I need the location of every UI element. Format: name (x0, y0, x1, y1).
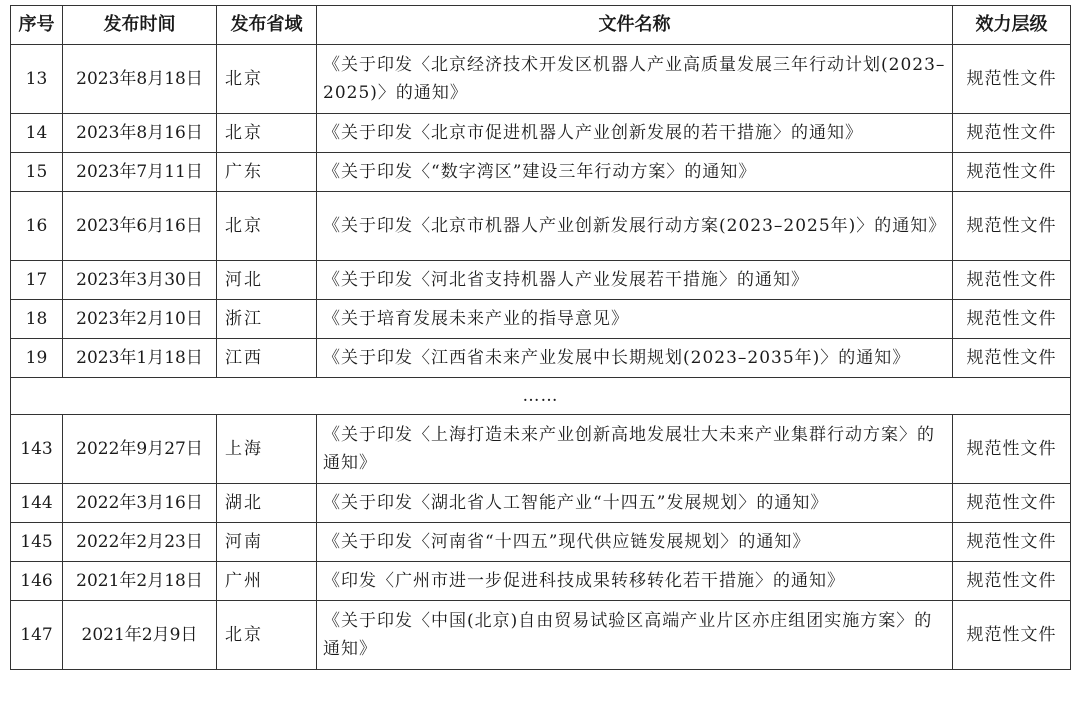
table-row (11, 484, 1071, 523)
cell-level: 规范性文件 (953, 562, 1071, 601)
table-row (11, 300, 1071, 339)
table-row (11, 415, 1071, 484)
table-row (11, 192, 1071, 261)
cell-name: 《关于印发〈中国(北京)自由贸易试验区高端产业片区亦庄组团实施方案〉的通知》 (317, 601, 953, 670)
cell-date: 2023年7月11日 (63, 153, 217, 192)
cell-province: 北京 (217, 45, 317, 114)
cell-seq: 19 (11, 339, 63, 378)
cell-seq: 143 (11, 415, 63, 484)
cell-name: 《关于印发〈河南省“十四五”现代供应链发展规划〉的通知》 (317, 523, 953, 562)
cell-seq: 146 (11, 562, 63, 601)
table-row (11, 153, 1071, 192)
cell-level: 规范性文件 (953, 192, 1071, 261)
cell-province: 浙江 (217, 300, 317, 339)
header-seq: 序号 (11, 6, 63, 45)
cell-province: 江西 (217, 339, 317, 378)
cell-level: 规范性文件 (953, 261, 1071, 300)
header-date: 发布时间 (63, 6, 217, 45)
cell-seq: 147 (11, 601, 63, 670)
table-row (11, 45, 1071, 114)
cell-seq: 13 (11, 45, 63, 114)
cell-name: 《关于印发〈北京市机器人产业创新发展行动方案(2023–2025年)〉的通知》 (317, 192, 953, 261)
cell-date: 2022年3月16日 (63, 484, 217, 523)
header-level: 效力层级 (953, 6, 1071, 45)
policy-table (10, 5, 1071, 670)
cell-level: 规范性文件 (953, 153, 1071, 192)
cell-date: 2023年2月10日 (63, 300, 217, 339)
cell-seq: 144 (11, 484, 63, 523)
cell-province: 北京 (217, 114, 317, 153)
cell-date: 2023年1月18日 (63, 339, 217, 378)
cell-date: 2022年2月23日 (63, 523, 217, 562)
ellipsis-row (11, 378, 1071, 415)
cell-province: 河北 (217, 261, 317, 300)
cell-date: 2023年8月16日 (63, 114, 217, 153)
cell-province: 上海 (217, 415, 317, 484)
cell-level: 规范性文件 (953, 339, 1071, 378)
cell-name: 《印发〈广州市进一步促进科技成果转移转化若干措施〉的通知》 (317, 562, 953, 601)
cell-name: 《关于印发〈北京市促进机器人产业创新发展的若干措施〉的通知》 (317, 114, 953, 153)
header-province: 发布省域 (217, 6, 317, 45)
cell-seq: 14 (11, 114, 63, 153)
table-row (11, 114, 1071, 153)
cell-province: 河南 (217, 523, 317, 562)
header-row (11, 6, 1071, 45)
cell-name: 《关于印发〈上海打造未来产业创新高地发展壮大未来产业集群行动方案〉的通知》 (317, 415, 953, 484)
cell-province: 湖北 (217, 484, 317, 523)
table-header (11, 6, 1071, 45)
cell-name: 《关于印发〈江西省未来产业发展中长期规划(2023–2035年)〉的通知》 (317, 339, 953, 378)
cell-name: 《关于印发〈“数字湾区”建设三年行动方案〉的通知》 (317, 153, 953, 192)
cell-level: 规范性文件 (953, 300, 1071, 339)
cell-date: 2023年8月18日 (63, 45, 217, 114)
cell-province: 北京 (217, 192, 317, 261)
cell-level: 规范性文件 (953, 601, 1071, 670)
cell-date: 2021年2月9日 (63, 601, 217, 670)
cell-level: 规范性文件 (953, 415, 1071, 484)
cell-level: 规范性文件 (953, 484, 1071, 523)
table-row (11, 339, 1071, 378)
table-body (11, 45, 1071, 670)
cell-date: 2021年2月18日 (63, 562, 217, 601)
cell-level: 规范性文件 (953, 45, 1071, 114)
cell-level: 规范性文件 (953, 114, 1071, 153)
table-row (11, 562, 1071, 601)
cell-name: 《关于印发〈河北省支持机器人产业发展若干措施〉的通知》 (317, 261, 953, 300)
cell-province: 北京 (217, 601, 317, 670)
cell-date: 2022年9月27日 (63, 415, 217, 484)
cell-seq: 18 (11, 300, 63, 339)
cell-name: 《关于印发〈湖北省人工智能产业“十四五”发展规划〉的通知》 (317, 484, 953, 523)
table-row (11, 523, 1071, 562)
cell-seq: 16 (11, 192, 63, 261)
cell-province: 广东 (217, 153, 317, 192)
header-name: 文件名称 (317, 6, 953, 45)
cell-date: 2023年6月16日 (63, 192, 217, 261)
table-row (11, 261, 1071, 300)
cell-level: 规范性文件 (953, 523, 1071, 562)
cell-seq: 15 (11, 153, 63, 192)
ellipsis-cell: …… (11, 378, 1071, 415)
cell-province: 广州 (217, 562, 317, 601)
cell-name: 《关于培育发展未来产业的指导意见》 (317, 300, 953, 339)
cell-seq: 17 (11, 261, 63, 300)
table-row (11, 601, 1071, 670)
cell-seq: 145 (11, 523, 63, 562)
cell-name: 《关于印发〈北京经济技术开发区机器人产业高质量发展三年行动计划(2023–2025)〉的通知》 (317, 45, 953, 114)
cell-date: 2023年3月30日 (63, 261, 217, 300)
